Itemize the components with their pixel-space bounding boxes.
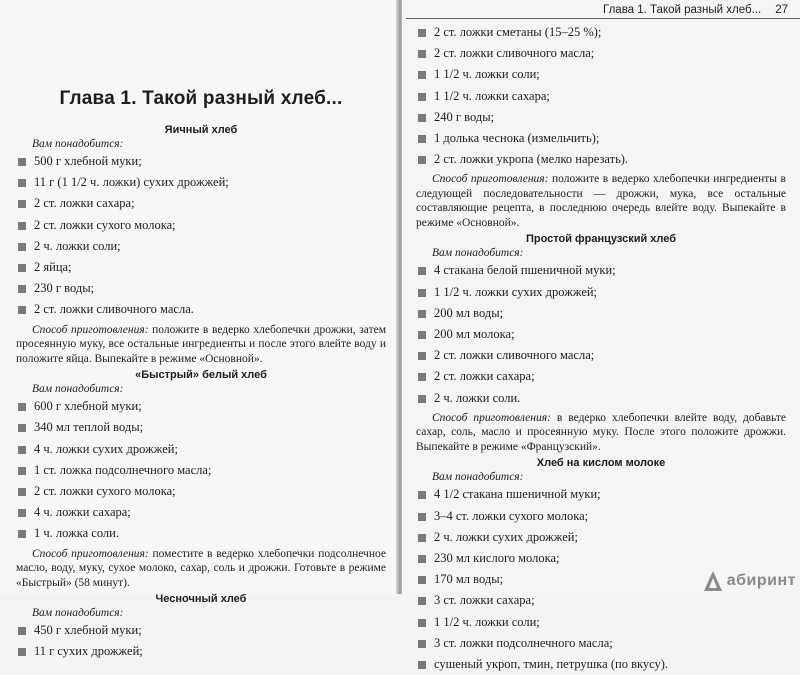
- ingredient-item: 500 г хлебной муки;: [16, 151, 386, 172]
- left-column: [16, 88, 386, 662]
- labirint-logo: [703, 570, 796, 592]
- ingredient-item: 2 ст. ложки сливочного масла;: [416, 43, 786, 64]
- ingredient-item: 3–4 ст. ложки сухого молока;: [416, 506, 786, 527]
- ingredient-item: 2 ст. ложки сметаны (15–25 %);: [416, 22, 786, 43]
- chapter-title: Глава 1. Такой разный хлеб...: [59, 88, 343, 109]
- ingredient-item: 200 мл воды;: [416, 303, 786, 324]
- ingredient-item: 1 1/2 ч. ложки соли;: [416, 612, 786, 633]
- ingredient-item: 2 ст. ложки сахара;: [16, 193, 386, 214]
- ingredient-item: 4 1/2 стакана пшеничной муки;: [416, 484, 786, 505]
- running-head: [603, 4, 788, 16]
- recipe-title: Чесночный хлеб: [155, 593, 247, 606]
- ingredient-item: 4 ч. ложки сахара;: [16, 502, 386, 523]
- ingredient-item: 11 г (1 1/2 ч. ложки) сухих дрожжей;: [16, 172, 386, 193]
- ingredient-item: 2 ч. ложки соли;: [16, 236, 386, 257]
- ingredient-item: 600 г хлебной муки;: [16, 396, 386, 417]
- ingredient-item: 1 ч. ложка соли.: [16, 523, 386, 544]
- ingredient-item: 4 ч. ложки сухих дрожжей;: [16, 439, 386, 460]
- ingredient-item: 1 долька чеснока (измельчить);: [416, 128, 786, 149]
- ingredient-item: 1 1/2 ч. ложки соли;: [416, 64, 786, 85]
- method-label: Способ приготовления:: [432, 411, 551, 424]
- method-paragraph: [416, 172, 786, 230]
- page-number: 27: [775, 4, 788, 16]
- ingredient-item: 2 яйца;: [16, 257, 386, 278]
- ingredient-item: 3 ст. ложки сахара;: [416, 590, 786, 611]
- ingredient-list: [16, 396, 386, 544]
- left-page: [0, 0, 398, 659]
- ingredient-item: 2 ст. ложки сухого молока;: [16, 215, 386, 236]
- ingredient-item: 200 мл молока;: [416, 324, 786, 345]
- ingredient-item: 1 1/2 ч. ложки сахара;: [416, 86, 786, 107]
- ingredient-item: 230 г воды;: [16, 278, 386, 299]
- ingredient-item: 2 ст. ложки сахара;: [416, 366, 786, 387]
- method-label: Способ приготовления:: [32, 323, 149, 336]
- ingredient-item: 240 г воды;: [416, 107, 786, 128]
- method-paragraph: [416, 411, 786, 455]
- labirint-logo-icon: [703, 570, 723, 592]
- ingredient-item: сушеный укроп, тмин, петрушка (по вкусу).: [416, 654, 786, 675]
- ingredient-item: 450 г хлебной муки;: [16, 620, 386, 641]
- ingredient-item: 2 ч. ложки соли.: [416, 388, 786, 409]
- method-text: положите в ведерко хлебопечки дрожжи, затем просеянную муку, все остальные ингредиенты и после этого влейте воду и положите яйца. Выпекайте в режиме «Основной».: [16, 323, 386, 365]
- method-label: Способ приготовления:: [32, 547, 149, 560]
- ingredient-list: [416, 260, 786, 408]
- right-page: [402, 0, 800, 671]
- ingredient-item: 2 ст. ложки сливочного масла;: [416, 345, 786, 366]
- ingredient-item: 11 г сухих дрожжей;: [16, 641, 386, 662]
- method-text: поместите в ведерко хлебопечки подсолнечное масло, воду, муку, сухое молоко, сахар, соль и дрожжи. Готовьте в режиме «Быстрый» (58 минут).: [16, 547, 386, 589]
- ingredient-list: [16, 151, 386, 321]
- method-text: в ведерко хлебопечки влейте воду, добавьте сахар, соль, масло и просеянную муку. После этого положите дрожжи. Выпекайте в режиме «Французский».: [416, 411, 786, 453]
- running-head-title: Глава 1. Такой разный хлеб...: [603, 4, 762, 16]
- left-recipes: [16, 124, 386, 662]
- ingredient-item: 2 ст. ложки укропа (мелко нарезать).: [416, 149, 786, 170]
- ingredient-item: 1 1/2 ч. ложки сухих дрожжей;: [416, 282, 786, 303]
- ingredient-list: [416, 22, 786, 170]
- ingredient-item: 4 стакана белой пшеничной муки;: [416, 260, 786, 281]
- ingredient-item: 2 ч. ложки сухих дрожжей;: [416, 527, 786, 548]
- method-paragraph: [16, 323, 386, 367]
- ingredients-heading: Вам понадобится:: [432, 247, 524, 260]
- ingredients-heading: Вам понадобится:: [32, 383, 124, 396]
- recipe-title: Яичный хлеб: [164, 124, 238, 136]
- ingredients-heading: Вам понадобится:: [432, 471, 524, 484]
- recipe-title: «Быстрый» белый хлеб: [135, 369, 267, 382]
- ingredient-item: 170 мл воды;: [416, 569, 786, 590]
- method-paragraph: [16, 547, 386, 591]
- method-label: Способ приготовления:: [432, 173, 549, 186]
- recipe-title: Хлеб на кислом молоке: [536, 457, 666, 470]
- ingredient-item: 340 мл теплой воды;: [16, 417, 386, 438]
- ingredient-item: 2 ст. ложки сухого молока;: [16, 481, 386, 502]
- watermark-visible: абиринт: [726, 572, 796, 589]
- ingredients-heading: Вам понадобится:: [32, 607, 124, 620]
- ingredient-item: 3 ст. ложки подсолнечного масла;: [416, 633, 786, 654]
- ingredient-list: [16, 620, 386, 662]
- ingredient-item: 1 ст. ложка подсолнечного масла;: [16, 460, 386, 481]
- ingredient-item: 2 ст. ложки сливочного масла.: [16, 299, 386, 320]
- ingredients-heading: Вам понадобится:: [32, 138, 124, 150]
- method-text: положите в ведерко хлебопечки ингредиенты в следующей последовательности — дрожжи, мука, все остальные составляющие рецепта, в последнюю очередь влейте воду. Выпекайте в режиме «Основной».: [416, 173, 786, 229]
- ingredient-item: 230 мл кислого молока;: [416, 548, 786, 569]
- recipe-title: Простой французский хлеб: [525, 233, 677, 246]
